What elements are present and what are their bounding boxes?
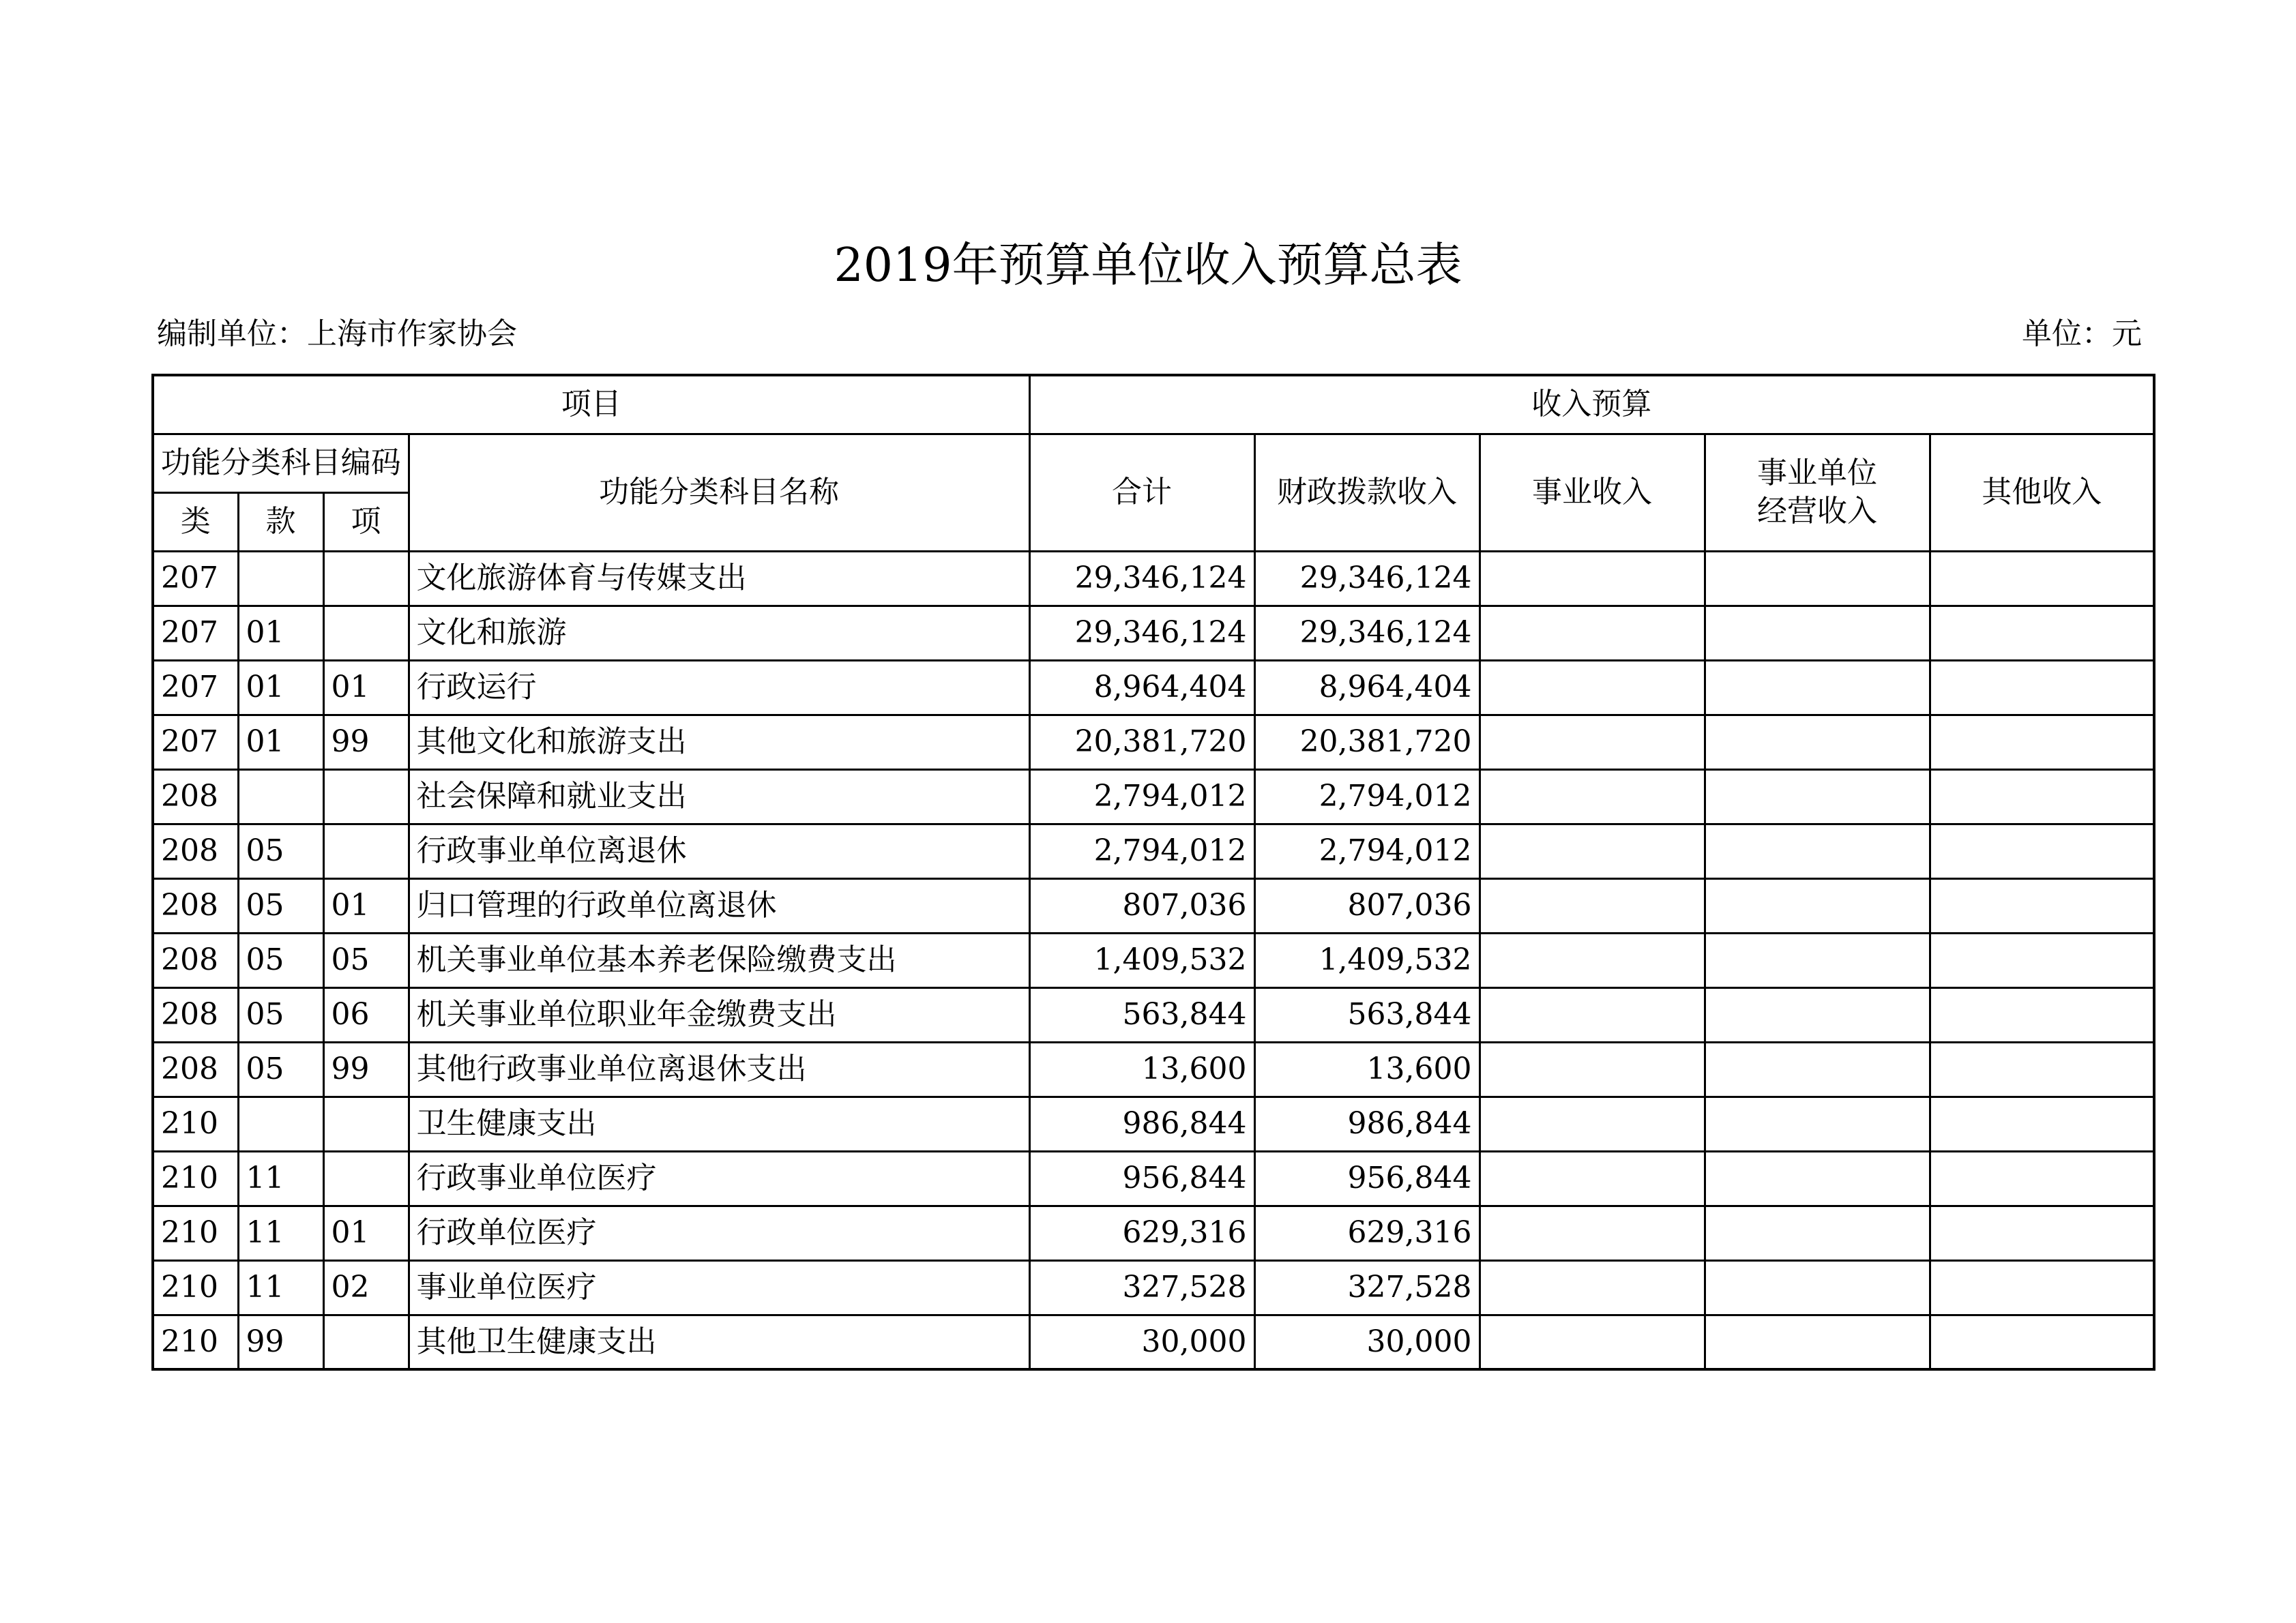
cell-fiscal: 8,964,404 (1254, 660, 1480, 715)
cell-fiscal: 956,844 (1254, 1151, 1480, 1206)
cell-fiscal: 986,844 (1254, 1097, 1480, 1151)
header-row-2 (153, 434, 2154, 492)
cell-lei: 208 (153, 824, 238, 878)
cell-kuan (238, 1097, 323, 1151)
cell-name: 行政单位医疗 (409, 1206, 1029, 1260)
cell-operating (1705, 1260, 1930, 1315)
cell-business (1480, 933, 1705, 987)
cell-name: 机关事业单位基本养老保险缴费支出 (409, 933, 1029, 987)
cell-other (1930, 1206, 2154, 1260)
cell-xiang (323, 1151, 409, 1206)
table-row (153, 551, 2154, 606)
cell-lei: 207 (153, 660, 238, 715)
cell-business (1480, 551, 1705, 606)
cell-other (1930, 660, 2154, 715)
cell-xiang (323, 769, 409, 824)
cell-business (1480, 878, 1705, 933)
cell-name: 文化旅游体育与传媒支出 (409, 551, 1029, 606)
cell-business (1480, 1151, 1705, 1206)
cell-fiscal: 2,794,012 (1254, 824, 1480, 878)
cell-xiang: 06 (323, 987, 409, 1042)
cell-kuan: 11 (238, 1151, 323, 1206)
cell-kuan: 01 (238, 606, 323, 660)
table-row (153, 1206, 2154, 1260)
cell-total: 807,036 (1029, 878, 1254, 933)
cell-kuan: 11 (238, 1260, 323, 1315)
cell-lei: 210 (153, 1260, 238, 1315)
cell-kuan: 11 (238, 1206, 323, 1260)
cell-name: 其他卫生健康支出 (409, 1315, 1029, 1369)
header-income-budget: 收入预算 (1029, 375, 2154, 434)
cell-name: 社会保障和就业支出 (409, 769, 1029, 824)
cell-lei: 208 (153, 933, 238, 987)
header-operating: 事业单位经营收入 (1705, 434, 1930, 551)
table-row (153, 1042, 2154, 1097)
cell-name: 行政事业单位离退休 (409, 824, 1029, 878)
table-row (153, 987, 2154, 1042)
cell-business (1480, 987, 1705, 1042)
cell-kuan: 99 (238, 1315, 323, 1369)
cell-kuan: 05 (238, 878, 323, 933)
cell-lei: 208 (153, 769, 238, 824)
cell-other (1930, 769, 2154, 824)
cell-business (1480, 1042, 1705, 1097)
cell-xiang: 02 (323, 1260, 409, 1315)
cell-other (1930, 933, 2154, 987)
cell-xiang: 01 (323, 1206, 409, 1260)
cell-name: 机关事业单位职业年金缴费支出 (409, 987, 1029, 1042)
cell-xiang (323, 1315, 409, 1369)
table-row (153, 606, 2154, 660)
cell-other (1930, 1315, 2154, 1369)
cell-name: 文化和旅游 (409, 606, 1029, 660)
cell-operating (1705, 660, 1930, 715)
cell-lei: 210 (153, 1097, 238, 1151)
cell-fiscal: 29,346,124 (1254, 606, 1480, 660)
cell-kuan: 01 (238, 715, 323, 769)
cell-operating (1705, 987, 1930, 1042)
cell-fiscal: 29,346,124 (1254, 551, 1480, 606)
cell-total: 629,316 (1029, 1206, 1254, 1260)
header-kuan: 款 (238, 492, 323, 551)
cell-kuan: 05 (238, 987, 323, 1042)
cell-business (1480, 824, 1705, 878)
cell-xiang: 05 (323, 933, 409, 987)
cell-lei: 210 (153, 1206, 238, 1260)
cell-other (1930, 987, 2154, 1042)
cell-total: 20,381,720 (1029, 715, 1254, 769)
cell-business (1480, 1315, 1705, 1369)
cell-name: 行政事业单位医疗 (409, 1151, 1029, 1206)
cell-business (1480, 660, 1705, 715)
cell-lei: 207 (153, 606, 238, 660)
cell-other (1930, 1260, 2154, 1315)
cell-kuan: 05 (238, 933, 323, 987)
cell-other (1930, 1042, 2154, 1097)
cell-other (1930, 606, 2154, 660)
cell-operating (1705, 1206, 1930, 1260)
table-row (153, 824, 2154, 878)
header-project: 项目 (153, 375, 1029, 434)
cell-name: 行政运行 (409, 660, 1029, 715)
cell-lei: 208 (153, 1042, 238, 1097)
cell-operating (1705, 1097, 1930, 1151)
cell-kuan (238, 769, 323, 824)
cell-total: 563,844 (1029, 987, 1254, 1042)
cell-business (1480, 606, 1705, 660)
table-row (153, 878, 2154, 933)
cell-total: 986,844 (1029, 1097, 1254, 1151)
cell-total: 956,844 (1029, 1151, 1254, 1206)
cell-fiscal: 327,528 (1254, 1260, 1480, 1315)
cell-xiang: 99 (323, 1042, 409, 1097)
unit-label: 单位：元 (2022, 316, 2142, 351)
header-row-1 (153, 375, 2154, 434)
header-business: 事业收入 (1480, 434, 1705, 551)
cell-total: 8,964,404 (1029, 660, 1254, 715)
cell-operating (1705, 1315, 1930, 1369)
cell-fiscal: 20,381,720 (1254, 715, 1480, 769)
cell-operating (1705, 824, 1930, 878)
cell-business (1480, 1260, 1705, 1315)
table-row (153, 1260, 2154, 1315)
cell-other (1930, 1151, 2154, 1206)
cell-kuan: 01 (238, 660, 323, 715)
cell-other (1930, 824, 2154, 878)
cell-xiang (323, 1097, 409, 1151)
cell-operating (1705, 769, 1930, 824)
cell-name: 卫生健康支出 (409, 1097, 1029, 1151)
header-total: 合计 (1029, 434, 1254, 551)
cell-operating (1705, 878, 1930, 933)
header-name: 功能分类科目名称 (409, 434, 1029, 551)
cell-xiang: 01 (323, 660, 409, 715)
cell-total: 29,346,124 (1029, 551, 1254, 606)
cell-lei: 208 (153, 987, 238, 1042)
cell-operating (1705, 606, 1930, 660)
cell-business (1480, 1097, 1705, 1151)
header-xiang: 项 (323, 492, 409, 551)
cell-total: 1,409,532 (1029, 933, 1254, 987)
cell-business (1480, 1206, 1705, 1260)
cell-fiscal: 30,000 (1254, 1315, 1480, 1369)
cell-name: 其他行政事业单位离退休支出 (409, 1042, 1029, 1097)
cell-other (1930, 878, 2154, 933)
cell-name: 归口管理的行政单位离退休 (409, 878, 1029, 933)
cell-other (1930, 715, 2154, 769)
cell-fiscal: 629,316 (1254, 1206, 1480, 1260)
cell-xiang (323, 551, 409, 606)
cell-total: 2,794,012 (1029, 824, 1254, 878)
table-row (153, 1315, 2154, 1369)
cell-fiscal: 1,409,532 (1254, 933, 1480, 987)
cell-other (1930, 551, 2154, 606)
cell-operating (1705, 715, 1930, 769)
table-row (153, 769, 2154, 824)
cell-fiscal: 807,036 (1254, 878, 1480, 933)
cell-fiscal: 2,794,012 (1254, 769, 1480, 824)
cell-total: 327,528 (1029, 1260, 1254, 1315)
header-lei: 类 (153, 492, 238, 551)
cell-kuan: 05 (238, 824, 323, 878)
cell-xiang (323, 824, 409, 878)
header-other: 其他收入 (1930, 434, 2154, 551)
cell-total: 2,794,012 (1029, 769, 1254, 824)
table-row (153, 715, 2154, 769)
cell-xiang: 99 (323, 715, 409, 769)
cell-lei: 207 (153, 715, 238, 769)
cell-operating (1705, 933, 1930, 987)
cell-lei: 210 (153, 1315, 238, 1369)
header-fiscal: 财政拨款收入 (1254, 434, 1480, 551)
cell-total: 29,346,124 (1029, 606, 1254, 660)
cell-operating (1705, 1042, 1930, 1097)
cell-name: 事业单位医疗 (409, 1260, 1029, 1315)
header-code-group: 功能分类科目编码 (153, 434, 409, 492)
cell-fiscal: 563,844 (1254, 987, 1480, 1042)
cell-total: 30,000 (1029, 1315, 1254, 1369)
budget-table (151, 374, 2155, 1371)
cell-operating (1705, 551, 1930, 606)
cell-total: 13,600 (1029, 1042, 1254, 1097)
cell-kuan (238, 551, 323, 606)
cell-operating (1705, 1151, 1930, 1206)
cell-fiscal: 13,600 (1254, 1042, 1480, 1097)
cell-lei: 207 (153, 551, 238, 606)
cell-business (1480, 715, 1705, 769)
org-label: 编制单位：上海市作家协会 (157, 316, 517, 351)
cell-lei: 208 (153, 878, 238, 933)
cell-xiang: 01 (323, 878, 409, 933)
cell-lei: 210 (153, 1151, 238, 1206)
cell-name: 其他文化和旅游支出 (409, 715, 1029, 769)
table-row (153, 660, 2154, 715)
cell-kuan: 05 (238, 1042, 323, 1097)
cell-xiang (323, 606, 409, 660)
table-row (153, 933, 2154, 987)
table-row (153, 1097, 2154, 1151)
cell-business (1480, 769, 1705, 824)
cell-other (1930, 1097, 2154, 1151)
table-row (153, 1151, 2154, 1206)
page-title: 2019年预算单位收入预算总表 (834, 239, 1462, 293)
